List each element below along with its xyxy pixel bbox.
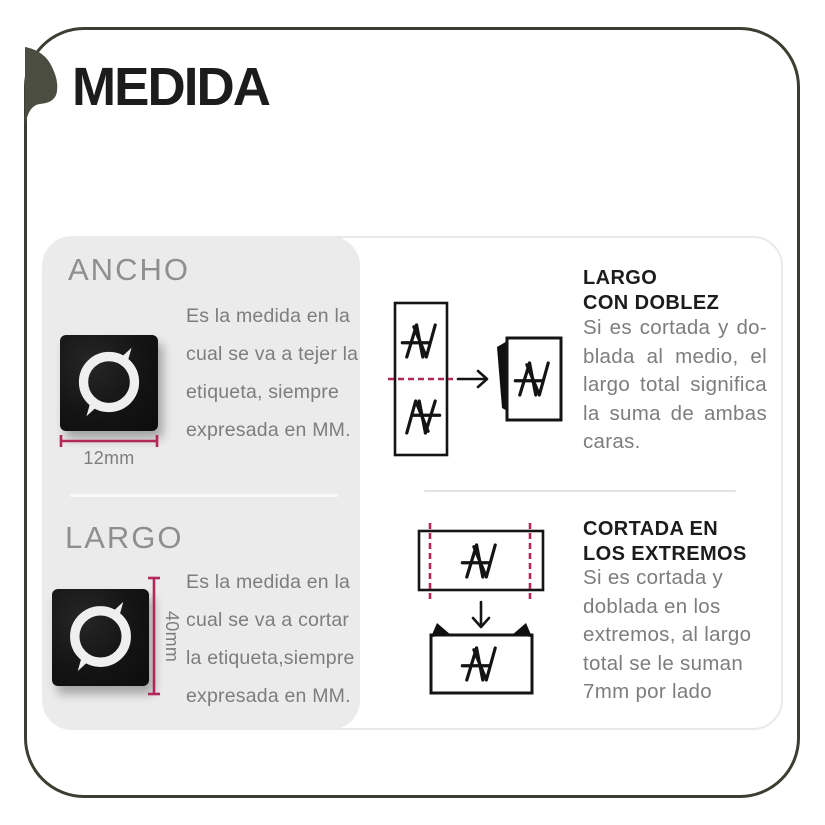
largo-description: Es la medida en la cual se va a cortar la etiqueta,siempre expresada en MM.: [186, 571, 355, 707]
length-measure-line: [147, 576, 161, 696]
page-title: MEDIDA: [72, 57, 269, 117]
ancho-measure-value: 12mm: [83, 448, 135, 468]
largo-measure-value: 40mm: [162, 611, 182, 663]
right-panel-divider: [424, 490, 736, 492]
doblez-description: Si es cortada y do- blada al medio, el largo total significa la suma de ambas caras.: [583, 316, 767, 453]
corner-tab-decoration: [25, 46, 59, 122]
fold-in-half-diagram: [385, 290, 570, 470]
ancho-description: Es la medida en la cual se va a tejer la etiqueta, siempre expresada en MM.: [186, 305, 359, 441]
circle-logo-icon: [60, 335, 158, 431]
extremos-description: Si es cortada y doblada en los extremos, al largo total se le suman 7mm por lado: [583, 566, 752, 703]
woven-label-ancho: [60, 335, 158, 431]
extremos-heading: CORTADA EN LOS EXTREMOS: [583, 518, 747, 565]
right-fold-ear: [512, 623, 532, 637]
ancho-heading: ANCHO: [68, 252, 190, 287]
left-panel-divider: [70, 494, 338, 497]
doblez-heading: LARGO CON DOBLEZ: [583, 267, 720, 314]
left-fold-ear: [431, 623, 451, 637]
end-fold-diagram: [410, 515, 570, 710]
folded-ends-label-outline: [431, 635, 532, 693]
arrow-right-icon: [458, 371, 487, 387]
arrow-down-icon: [473, 602, 489, 627]
woven-label-largo: [52, 589, 149, 686]
largo-heading: LARGO: [65, 520, 184, 555]
width-measure-line: [59, 434, 159, 448]
circle-logo-icon: [52, 589, 149, 686]
